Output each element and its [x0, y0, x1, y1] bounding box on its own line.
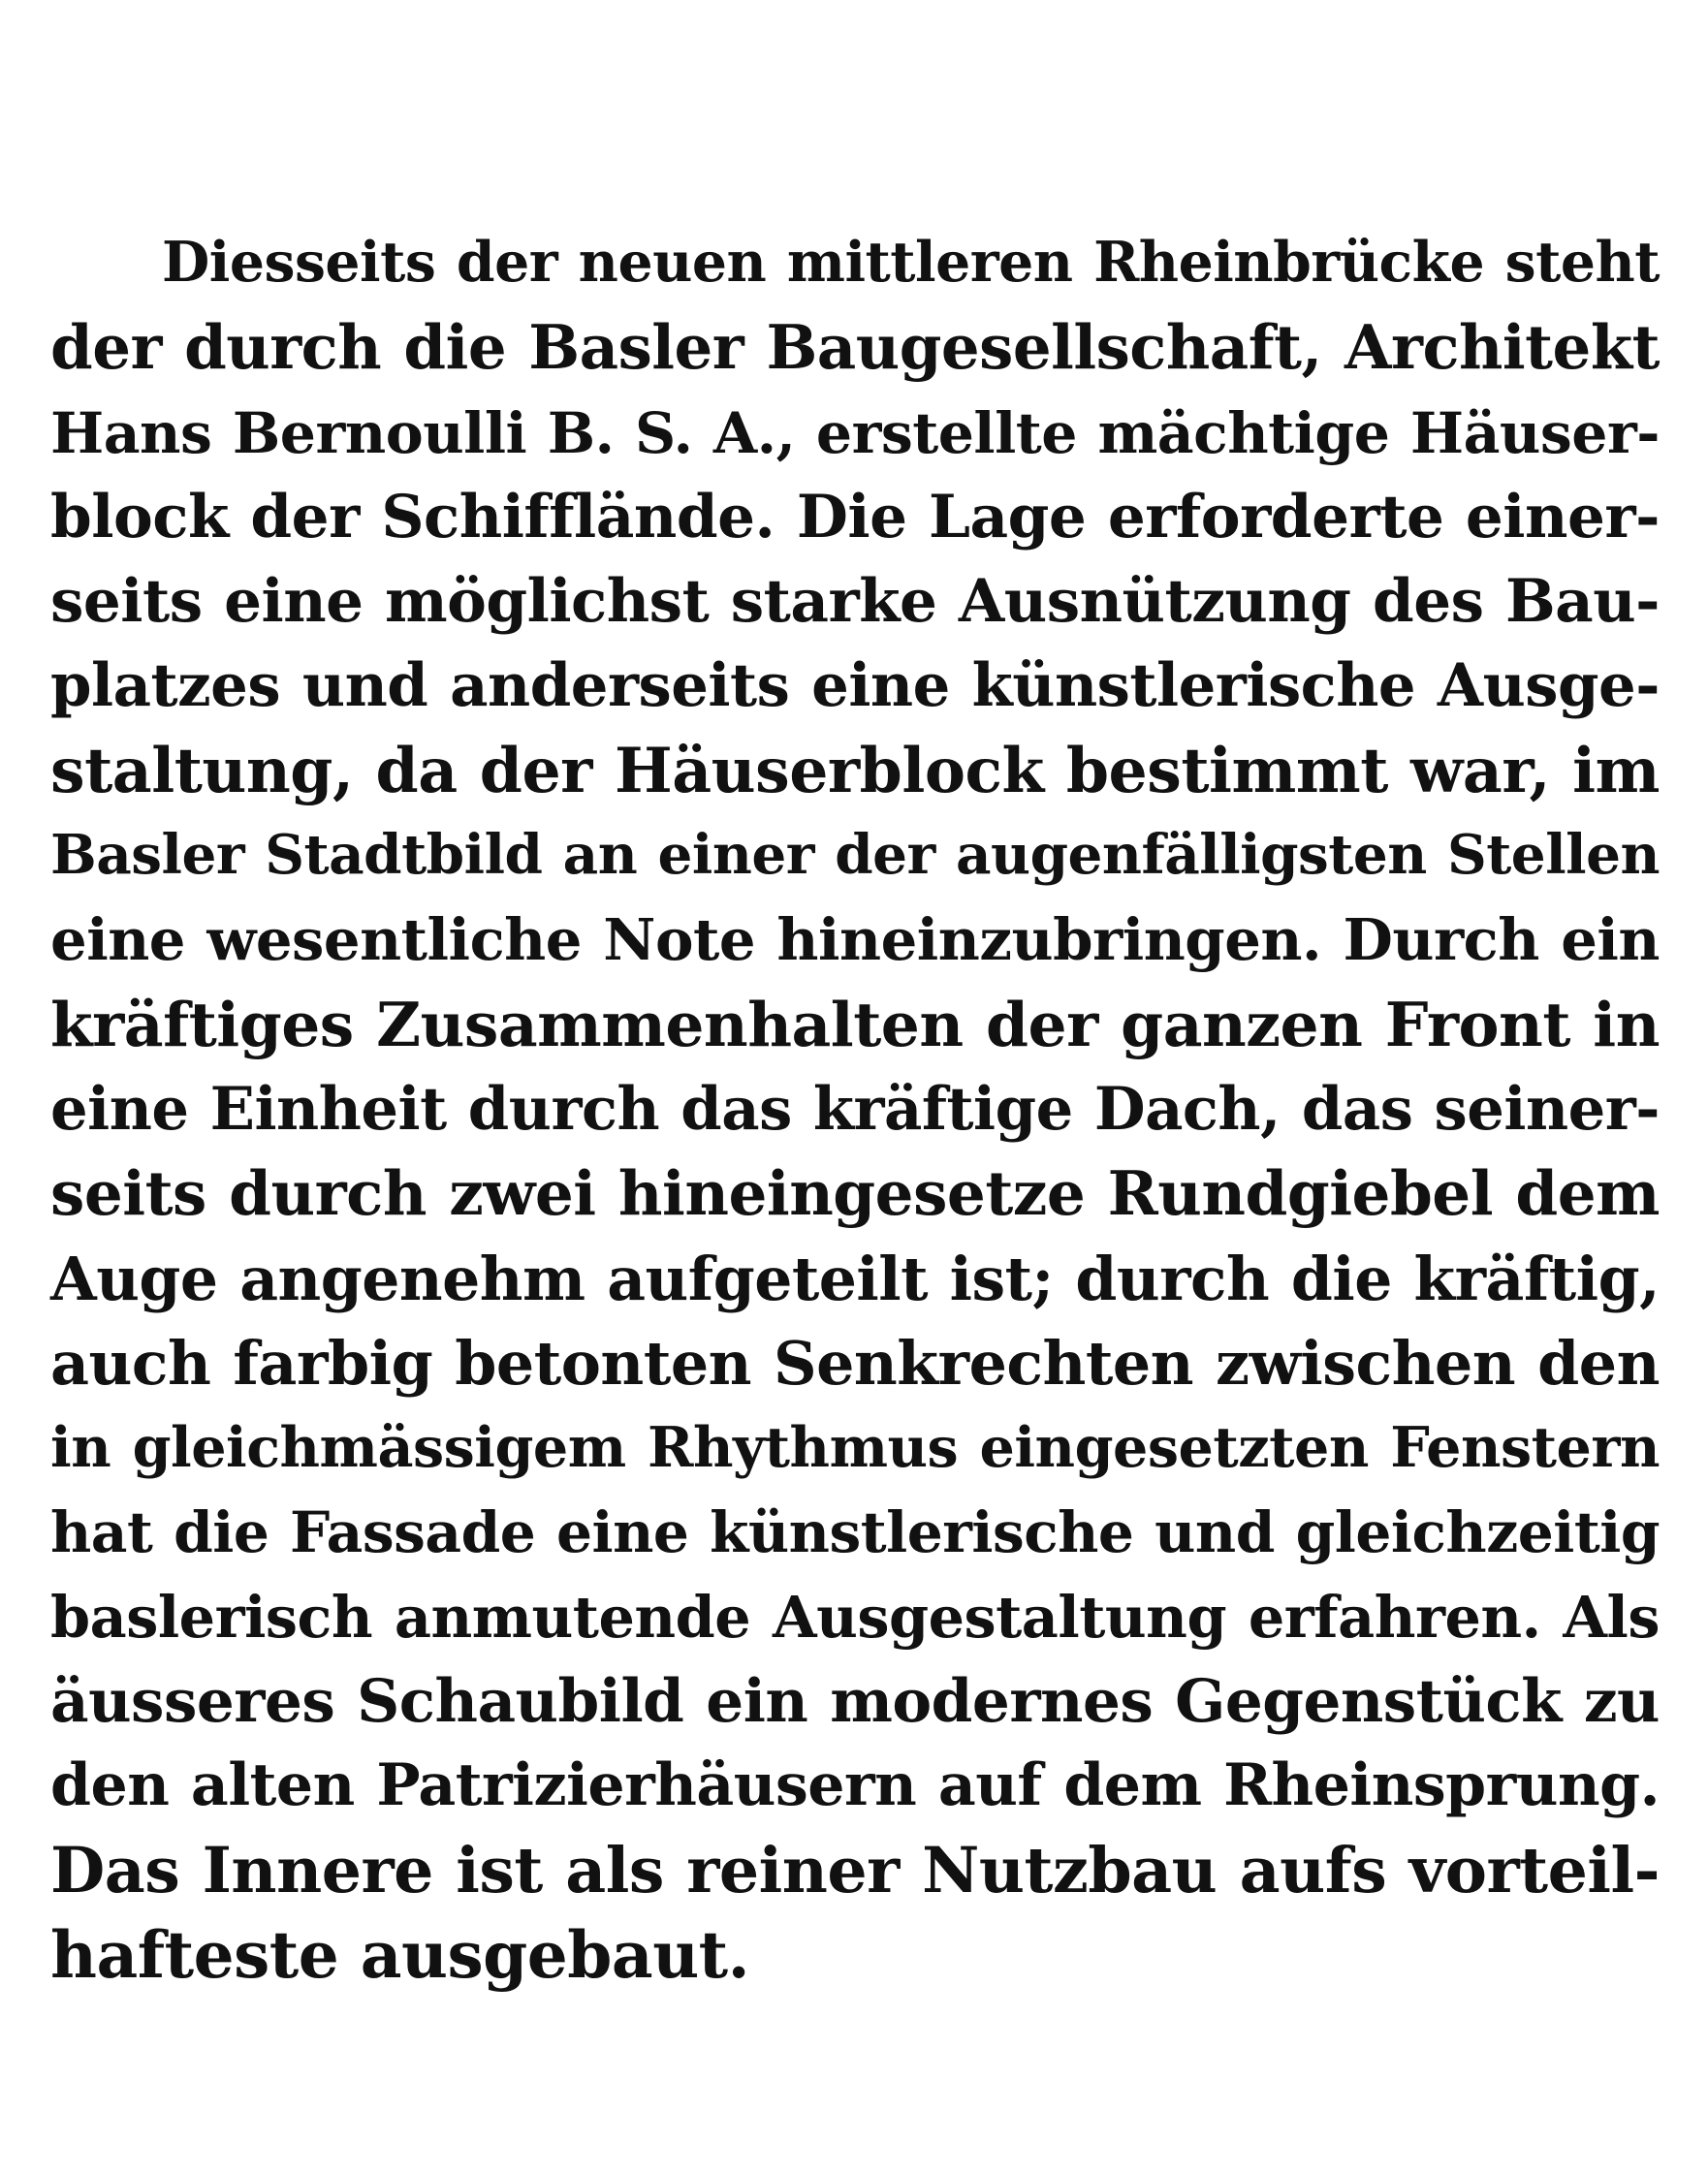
- text-line: kräftiges Zusammenhalten der ganzen Front in: [50, 988, 1660, 1060]
- text-line: baslerisch anmutende Ausgestaltung erfahren. Als: [50, 1583, 1660, 1651]
- text-line: Basler Stadtbild an einer der augenfälligsten Stellen: [50, 823, 1660, 888]
- text-line: block der Schifflände. Die Lage erforderte einer-: [50, 482, 1660, 552]
- text-line: hat die Fassade eine künstlerische und gleichzeitig: [50, 1498, 1660, 1566]
- text-line: den alten Patrizierhäusern auf dem Rheinsprung.: [50, 1751, 1660, 1820]
- text-line: seits durch zwei hineingesetze Rundgiebel dem: [50, 1157, 1660, 1230]
- text-line: seits eine möglichst starke Ausnützung des Bau-: [50, 567, 1660, 637]
- text-line: hafteste ausgebaut.: [50, 1916, 750, 1993]
- text-line: Auge angenehm aufgeteilt ist; durch die kräftig,: [50, 1243, 1660, 1314]
- body-paragraph: [50, 221, 1660, 1998]
- text-line: platzes und anderseits eine künstlerische Ausge-: [50, 651, 1660, 721]
- text-line: eine wesentliche Note hineinzubringen. Durch ein: [50, 905, 1660, 974]
- text-line: der durch die Basler Baugesellschaft, Architekt: [50, 311, 1660, 384]
- text-line: Das Innere ist als reiner Nutzbau aufs vorteil-: [50, 1833, 1660, 1907]
- text-line: staltung, da der Häuserblock bestimmt war, im: [50, 734, 1660, 806]
- text-line: in gleichmässigem Rhythmus eingesetzten Fenstern: [50, 1415, 1660, 1481]
- text-line: äusseres Schaubild ein modernes Gegenstück zu: [50, 1667, 1660, 1737]
- text-line: Hans Bernoulli B. S. A., erstellte mächtige Häuser-: [50, 398, 1660, 466]
- text-line: eine Einheit durch das kräftige Dach, das seiner-: [50, 1074, 1660, 1144]
- text-line: auch farbig betonten Senkrechten zwischen den: [50, 1327, 1660, 1399]
- text-line: Diesseits der neuen mittleren Rheinbrücke steht: [162, 231, 1660, 295]
